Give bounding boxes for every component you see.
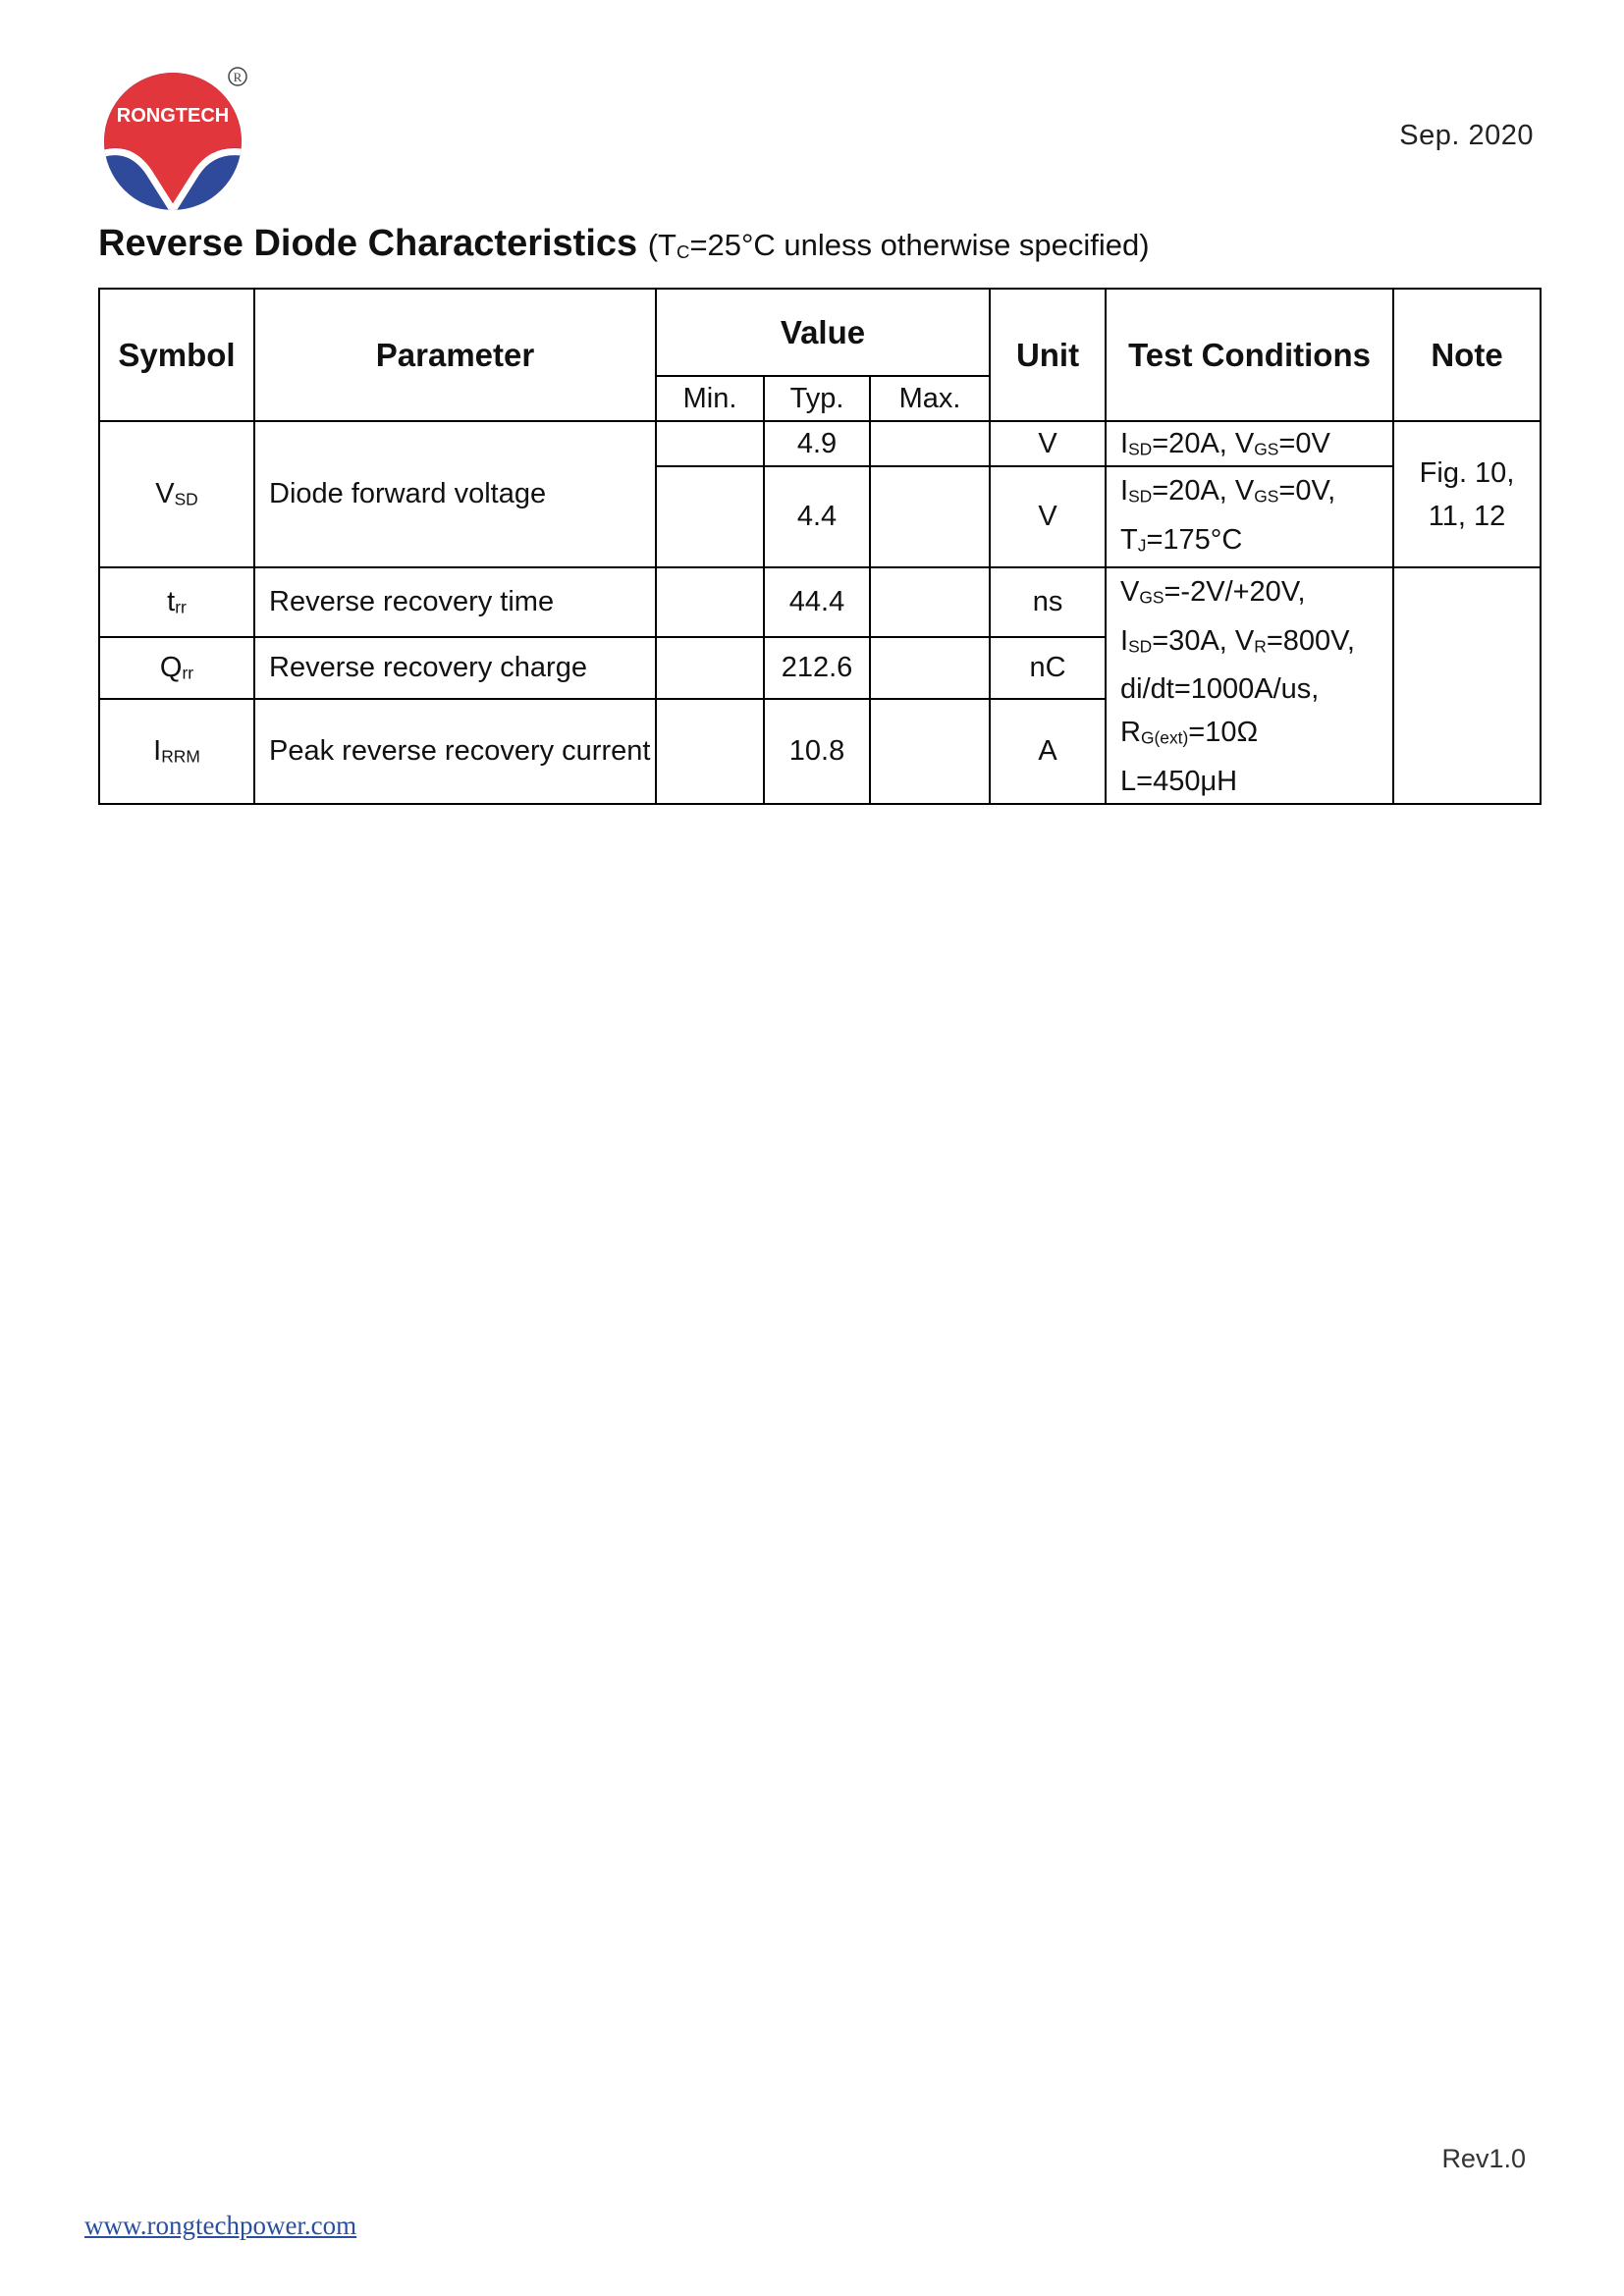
typ-cell: 4.4 <box>764 466 870 567</box>
section-conditions: (TC=25°C unless otherwise specified) <box>647 228 1150 262</box>
shared-test-conditions-cell: VGS=-2V/+20V, ISD=30A, VR=800V, di/dt=1000A/us, RG(ext)=10Ω L=450μH <box>1106 567 1393 804</box>
typ-cell: 44.4 <box>764 567 870 636</box>
revision-label: Rev1.0 <box>1441 2144 1526 2173</box>
reverse-diode-table <box>98 288 1542 805</box>
symbol-cell: trr <box>99 567 254 636</box>
document-date: Sep. 2020 <box>1399 120 1534 151</box>
min-cell <box>656 466 764 567</box>
table-row <box>99 567 1541 636</box>
note-cell <box>1393 567 1541 804</box>
test-condition-cell: ISD=20A, VGS=0V, TJ=175°C <box>1106 466 1393 567</box>
min-cell <box>656 567 764 636</box>
section-title: Reverse Diode Characteristics <box>98 223 638 264</box>
min-cell <box>656 421 764 466</box>
header-max: Max. <box>870 376 990 421</box>
header-min: Min. <box>656 376 764 421</box>
parameter-cell: Peak reverse recovery current <box>254 699 656 804</box>
website-link[interactable]: www.rongtechpower.com <box>84 2211 357 2240</box>
unit-cell: V <box>990 421 1106 466</box>
parameter-cell: Diode forward voltage <box>254 421 656 567</box>
test-condition-cell: ISD=20A, VGS=0V <box>1106 421 1393 466</box>
typ-cell: 4.9 <box>764 421 870 466</box>
max-cell <box>870 421 990 466</box>
symbol-cell: VSD <box>99 421 254 567</box>
unit-cell: ns <box>990 567 1106 636</box>
symbol-cell: IRRM <box>99 699 254 804</box>
header-symbol: Symbol <box>99 289 254 421</box>
max-cell <box>870 466 990 567</box>
section-heading <box>98 223 1150 265</box>
max-cell <box>870 699 990 804</box>
header-parameter: Parameter <box>254 289 656 421</box>
max-cell <box>870 637 990 700</box>
logo-graphic <box>98 61 255 218</box>
symbol-cell: Qrr <box>99 637 254 700</box>
rongtech-logo <box>98 61 255 218</box>
typ-cell: 212.6 <box>764 637 870 700</box>
logo-text: RONGTECH <box>116 105 230 127</box>
unit-cell: V <box>990 466 1106 567</box>
unit-cell: A <box>990 699 1106 804</box>
svg-text:R: R <box>233 70 243 84</box>
parameter-cell: Reverse recovery time <box>254 567 656 636</box>
header-test-conditions: Test Conditions <box>1106 289 1393 421</box>
header-typ: Typ. <box>764 376 870 421</box>
header-value: Value <box>656 289 990 376</box>
typ-cell: 10.8 <box>764 699 870 804</box>
table-row <box>99 421 1541 466</box>
parameter-cell: Reverse recovery charge <box>254 637 656 700</box>
header-note: Note <box>1393 289 1541 421</box>
note-cell: Fig. 10, 11, 12 <box>1393 421 1541 567</box>
max-cell <box>870 567 990 636</box>
min-cell <box>656 699 764 804</box>
min-cell <box>656 637 764 700</box>
unit-cell: nC <box>990 637 1106 700</box>
header-unit: Unit <box>990 289 1106 421</box>
